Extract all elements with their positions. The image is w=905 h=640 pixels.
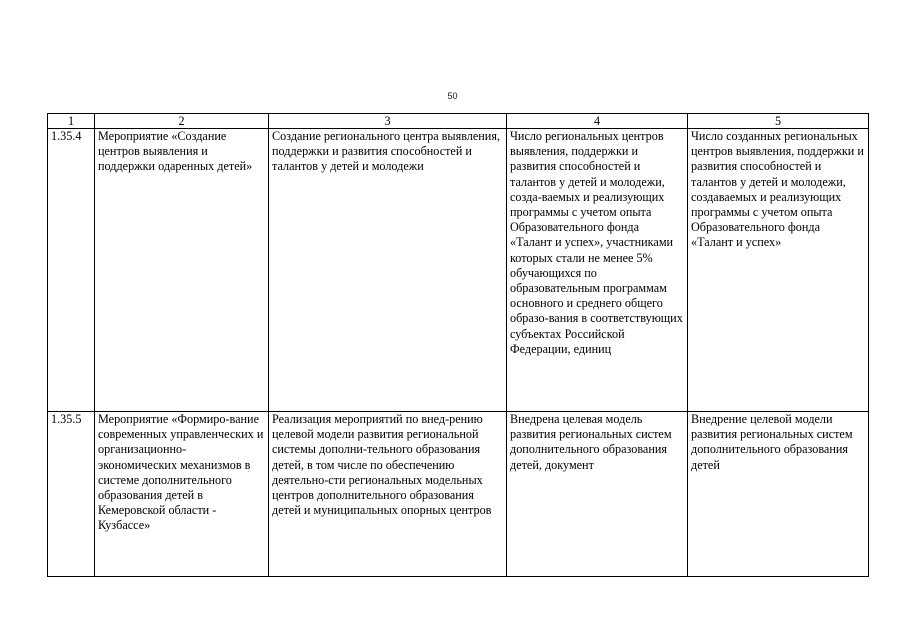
target-cell: Число созданных региональных центров выявления, поддержки и развития способностей и талантов у детей и молодежи, создаваемых и реализующих программы с учетом опыта Образовательного фонда «Талант и успех»	[688, 129, 869, 412]
event-cell: Мероприятие «Создание центров выявления и поддержки одаренных детей»	[95, 129, 269, 412]
page-number: 50	[447, 91, 458, 101]
document-table	[47, 113, 869, 577]
header-col-4: 4	[507, 114, 688, 129]
indicator-cell: Число региональных центров выявления, поддержки и развития способностей и талантов у детей и молодежи, созда-ваемых и реализующих программы с учетом опыта Образовательного фонда «Талант и успех», участниками которых стали не менее 5% обучающихся по образовательным программам основного и среднего общего образо-вания в соответствующих субъектах Российской Федерации, единиц	[507, 129, 688, 412]
row-number: 1.35.4	[48, 129, 95, 412]
table-row	[48, 129, 869, 412]
event-cell: Мероприятие «Формиро-вание современных управленческих и организационно-экономических механизмов в системе дополнительного образования детей в Кемеровской области - Кузбассе»	[95, 412, 269, 577]
header-col-5: 5	[688, 114, 869, 129]
indicator-cell: Внедрена целевая модель развития региональных систем дополнительного образования детей, документ	[507, 412, 688, 577]
result-cell: Создание регионального центра выявления, поддержки и развития способностей и талантов у детей и молодежи	[269, 129, 507, 412]
table-header-row	[48, 114, 869, 129]
result-cell: Реализация мероприятий по внед-рению целевой модели развития региональной системы дополни-тельного образования детей, в том числе по обеспечению деятельно-сти региональных модельных центров дополнительного образования детей и муниципальных опорных центров	[269, 412, 507, 577]
row-number: 1.35.5	[48, 412, 95, 577]
header-col-2: 2	[95, 114, 269, 129]
table-row	[48, 412, 869, 577]
header-col-3: 3	[269, 114, 507, 129]
target-cell: Внедрение целевой модели развития региональных систем дополнительного образования детей	[688, 412, 869, 577]
header-col-1: 1	[48, 114, 95, 129]
